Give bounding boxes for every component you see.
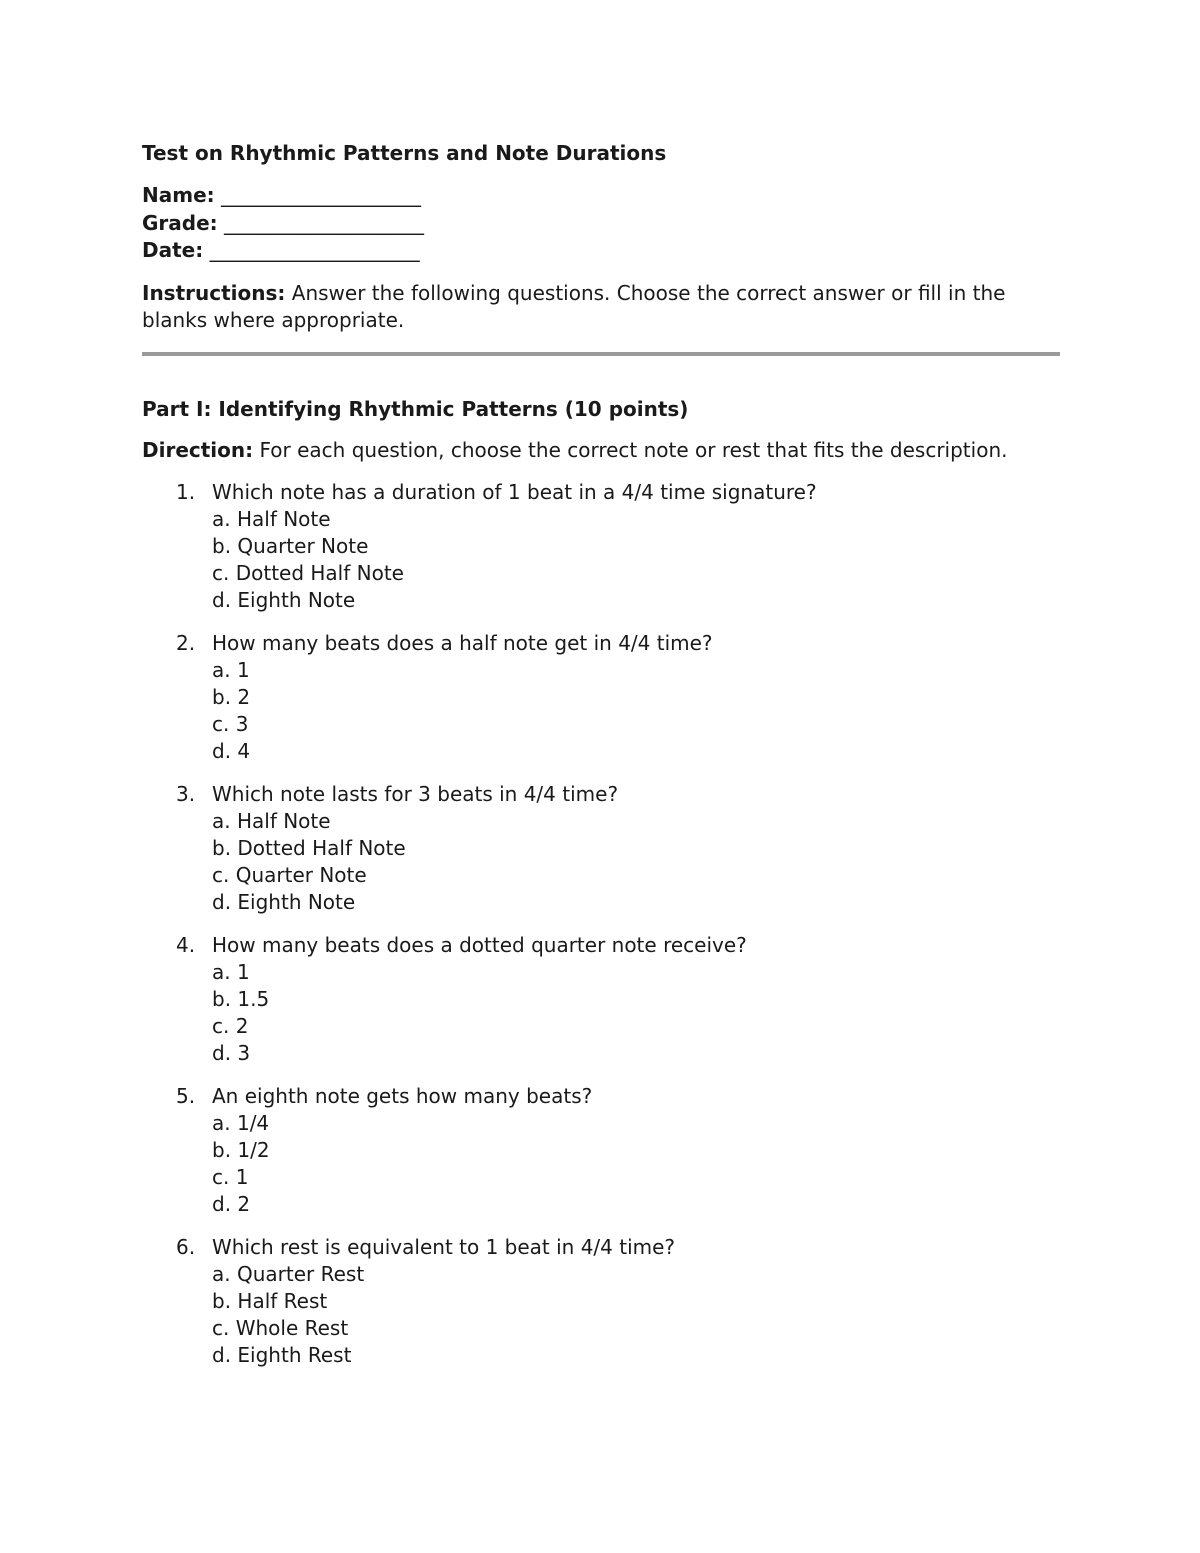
option-d[interactable]: d. Eighth Rest bbox=[212, 1342, 352, 1367]
date-label: Date: bbox=[142, 238, 204, 262]
option-d[interactable]: d. Eighth Note bbox=[212, 587, 356, 612]
date-blank[interactable]: _____________________ bbox=[209, 238, 420, 262]
name-field bbox=[142, 182, 1060, 210]
grade-field bbox=[142, 210, 1060, 238]
test-document bbox=[142, 138, 1060, 1385]
question-text: Which note lasts for 3 beats in 4/4 time? bbox=[212, 781, 619, 806]
option-c[interactable]: c. Quarter Note bbox=[212, 862, 367, 887]
question-1 bbox=[142, 479, 1060, 614]
name-blank[interactable]: ____________________ bbox=[221, 183, 421, 207]
direction-label: Direction: bbox=[142, 437, 254, 462]
option-c[interactable]: c. 3 bbox=[212, 711, 249, 736]
option-c[interactable]: c. Dotted Half Note bbox=[212, 560, 404, 585]
option-b[interactable]: b. 2 bbox=[212, 684, 251, 709]
question-2 bbox=[142, 630, 1060, 765]
option-b[interactable]: b. Dotted Half Note bbox=[212, 835, 406, 860]
question-text: How many beats does a dotted quarter note receive? bbox=[212, 932, 747, 957]
instructions-label: Instructions: bbox=[142, 280, 286, 305]
option-d[interactable]: d. Eighth Note bbox=[212, 889, 356, 914]
question-3 bbox=[142, 781, 1060, 916]
direction-text: For each question, choose the correct note or rest that fits the description. bbox=[259, 437, 1008, 462]
option-a[interactable]: a. 1/4 bbox=[212, 1110, 270, 1135]
question-number: 6. bbox=[176, 1234, 196, 1259]
question-number: 4. bbox=[176, 932, 196, 957]
date-field bbox=[142, 237, 1060, 265]
question-number: 5. bbox=[176, 1083, 196, 1108]
question-number: 3. bbox=[176, 781, 196, 806]
option-a[interactable]: a. 1 bbox=[212, 657, 250, 682]
question-text: Which rest is equivalent to 1 beat in 4/4 time? bbox=[212, 1234, 676, 1259]
option-c[interactable]: c. 1 bbox=[212, 1164, 249, 1189]
student-info-fields bbox=[142, 182, 1060, 265]
grade-label: Grade: bbox=[142, 210, 218, 235]
question-number: 1. bbox=[176, 479, 196, 504]
option-b[interactable]: b. Quarter Note bbox=[212, 533, 369, 558]
option-a[interactable]: a. Half Note bbox=[212, 808, 331, 833]
option-b[interactable]: b. Half Rest bbox=[212, 1288, 328, 1313]
option-d[interactable]: d. 2 bbox=[212, 1191, 251, 1216]
part1-direction bbox=[142, 437, 1060, 464]
option-d[interactable]: d. 4 bbox=[212, 738, 251, 763]
grade-blank[interactable]: ____________________ bbox=[224, 210, 425, 235]
question-text: Which note has a duration of 1 beat in a 4/4 time signature? bbox=[212, 479, 817, 504]
question-4 bbox=[142, 932, 1060, 1067]
name-label: Name: bbox=[142, 183, 215, 207]
option-a[interactable]: a. 1 bbox=[212, 959, 250, 984]
option-b[interactable]: b. 1/2 bbox=[212, 1137, 270, 1162]
section-divider bbox=[142, 352, 1060, 356]
option-a[interactable]: a. Quarter Rest bbox=[212, 1261, 365, 1286]
instructions-text: Answer the following questions. Choose the correct answer or fill in the blanks where appropriate. bbox=[142, 280, 1006, 332]
option-b[interactable]: b. 1.5 bbox=[212, 986, 270, 1011]
question-5 bbox=[142, 1083, 1060, 1218]
option-c[interactable]: c. 2 bbox=[212, 1013, 249, 1038]
question-text: An eighth note gets how many beats? bbox=[212, 1083, 593, 1108]
instructions bbox=[142, 280, 1060, 334]
question-text: How many beats does a half note get in 4/4 time? bbox=[212, 630, 713, 655]
option-d[interactable]: d. 3 bbox=[212, 1040, 251, 1065]
question-number: 2. bbox=[176, 630, 196, 655]
part1-title: Part I: Identifying Rhythmic Patterns (10 points) bbox=[142, 396, 689, 421]
question-list bbox=[142, 479, 1060, 1369]
document-title: Test on Rhythmic Patterns and Note Durations bbox=[142, 141, 667, 165]
question-6 bbox=[142, 1234, 1060, 1369]
option-c[interactable]: c. Whole Rest bbox=[212, 1315, 349, 1340]
option-a[interactable]: a. Half Note bbox=[212, 506, 331, 531]
